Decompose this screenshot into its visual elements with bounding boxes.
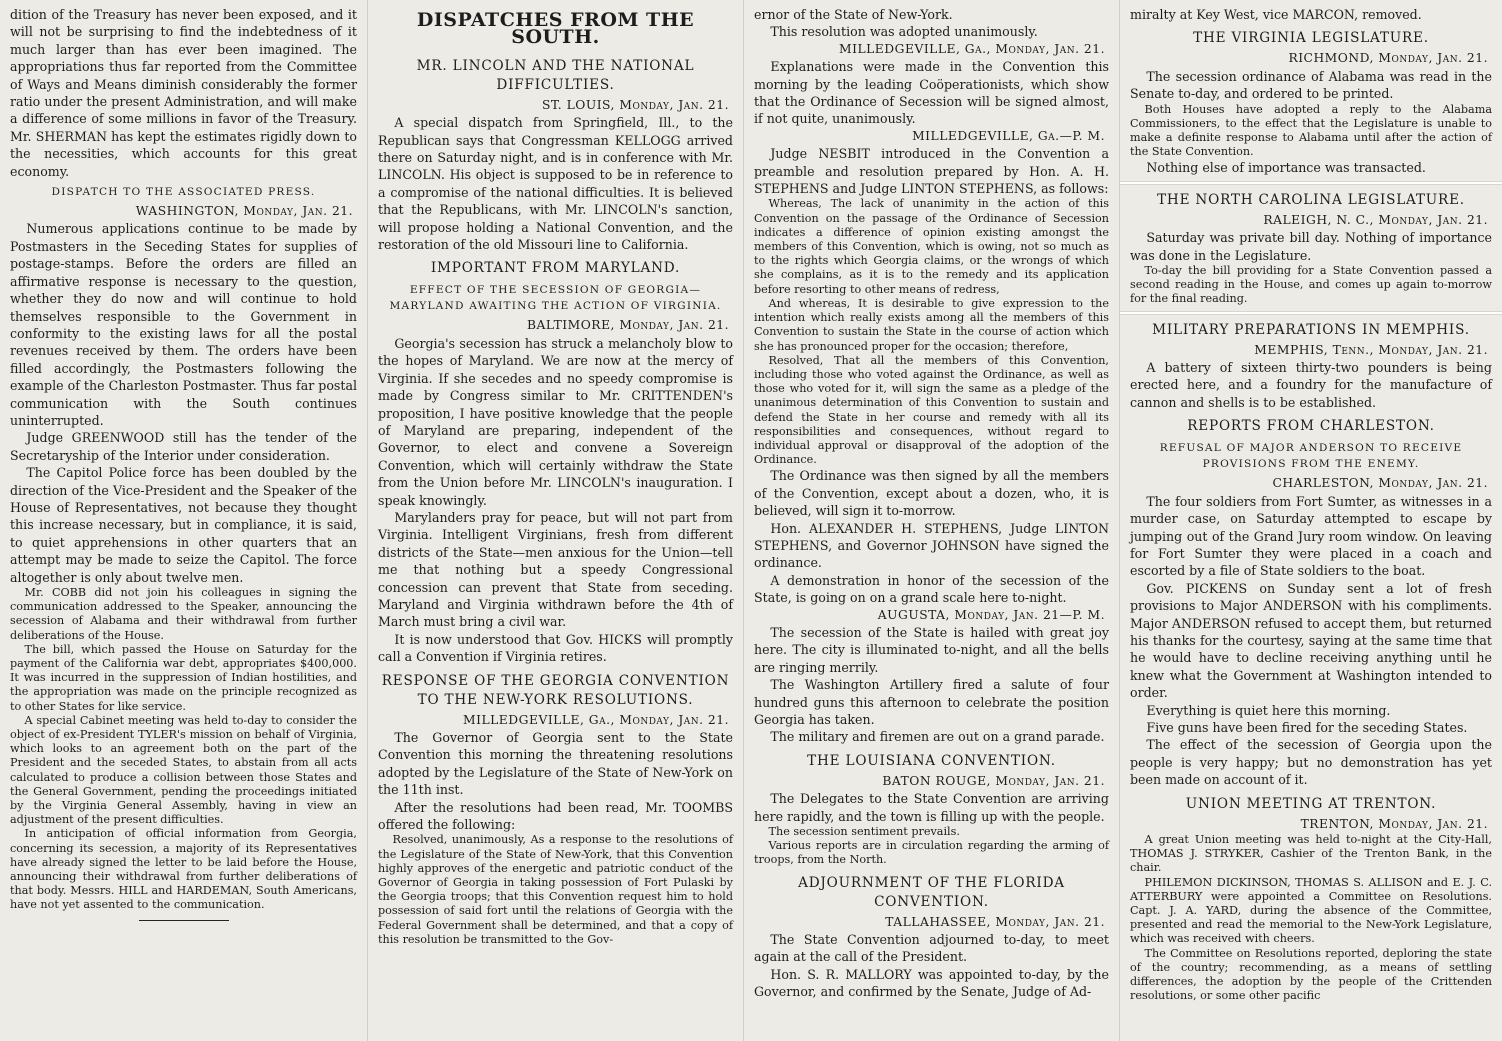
paragraph: The Delegates to the State Convention are arriving here rapidly, and the town is filling up with the people.	[754, 791, 1109, 824]
dateline: TRENTON, Monday, Jan. 21.	[1300, 816, 1488, 831]
paragraph: The four soldiers from Fort Sumter, as witnesses in a murder case, on Saturday attempted to escape by jumping out of the Grand Jury room window. On leaving for Fort Sumter they were placed in a coach and escorted by a file of State soldiers to the boat.	[1130, 493, 1492, 579]
divider-rule	[139, 920, 229, 921]
paragraph: PHILEMON DICKINSON, THOMAS S. ALLISON and E. J. C. ATTERBURY were appointed a Committee on Resolutions. Capt. J. A. YARD, during the absence of the Committee, presented and read the memorial to the New-York Legislature, which was received with cheers.	[1130, 875, 1492, 946]
paragraph: Marylanders pray for peace, but will not part from Virginia. Intelligent Virginians, fresh from different districts of the State—men anxious for the Union—tell me that nothing but a speedy Congressional concession can prevent that State from seceding. Maryland and Virginia withdrawn before the 4th of March must bring a civil war.	[378, 509, 733, 630]
dateline: AUGUSTA, Monday, Jan. 21—P. M.	[877, 607, 1105, 622]
paragraph: And whereas, It is desirable to give expression to the intention which really exists among all the members of this Convention to sustain the State in the course of action which she has pronounced proper for the occasion; therefore,	[754, 296, 1109, 353]
section-heading: MILITARY PREPARATIONS IN MEMPHIS.	[1152, 321, 1470, 338]
dateline: TALLAHASSEE, Monday, Jan. 21.	[885, 914, 1105, 929]
dateline: WASHINGTON, Monday, Jan. 21.	[135, 204, 353, 219]
paragraph: dition of the Treasury has never been exposed, and it will not be surprising to find the indebtedness of it much larger than has ever been imagined. The appropriations thus far reported from the Committee of Ways and Means diminish considerably the former ratio under the present Administration, and will make a difference of some millions in favor of the Treasury. Mr. SHERMAN has kept the estimates rigidly down to the necessities, which accounts for this great economy.	[10, 7, 357, 179]
clipping-divider	[1120, 181, 1502, 185]
paragraph: A special Cabinet meeting was held to-day to consider the object of ex-President TYLER's mission on behalf of Virginia, which looks to an agreement both on the part of the President and the seceded States, to abstain from all acts calculated to produce a collision between those States and the General Government, pending the proceedings initiated by the Virginia General Assembly, having in view an adjustment of the present difficulties.	[10, 713, 357, 827]
section-heading: UNION MEETING AT TRENTON.	[1185, 795, 1437, 812]
dateline: MILLEDGEVILLE, Ga.—P. M.	[912, 128, 1105, 143]
dateline: BALTIMORE, Monday, Jan. 21.	[527, 318, 729, 333]
clipping-divider	[1120, 311, 1502, 315]
dateline: MILLEDGEVILLE, Ga., Monday, Jan. 21.	[839, 41, 1105, 56]
paragraph: The Washington Artillery fired a salute of four hundred guns this afternoon to celebrate the position Georgia has taken.	[754, 677, 1109, 728]
paragraph: Resolved, unanimously, As a response to the resolutions of the Legislature of the State of New-York, that this Convention highly approves of the energetic and patriotic conduct of the Governor of Georgia in taking possession of Fort Pulaski by the Georgia troops; that this Convention request him to hold possession of said fort until the relations of Georgia with the Federal Government shall be determined, and that a copy of this resolution be transmitted to the Gov-	[378, 833, 733, 946]
paragraph: The secession ordinance of Alabama was read in the Senate to-day, and ordered to be printed.	[1130, 68, 1492, 102]
dateline: RALEIGH, N. C., Monday, Jan. 21.	[1263, 212, 1488, 227]
section-subheading: REFUSAL OF MAJOR ANDERSON TO RECEIVE PROVISIONS FROM THE ENEMY.	[1159, 442, 1463, 471]
dateline: RICHMOND, Monday, Jan. 21.	[1288, 51, 1488, 66]
paragraph: The State Convention adjourned to-day, to meet again at the call of the President.	[754, 932, 1109, 965]
paragraph: The bill, which passed the House on Saturday for the payment of the California war debt, appropriates $400,000. It was incurred in the suppression of Indian hostilities, and the appropriation was made on the principle recognized as to other States for like service.	[10, 642, 357, 713]
paragraph: Judge NESBIT introduced in the Convention a preamble and resolution prepared by Hon. A. H. STEPHENS and Judge LINTON STEPHENS, as follows:	[754, 146, 1109, 197]
section-heading: THE VIRGINIA LEGISLATURE.	[1193, 30, 1429, 47]
paragraph: Both Houses have adopted a reply to the Alabama Commissioners, to the effect that the Legislature is unable to make a definite response to Alabama until after the action of the State Convention.	[1130, 102, 1492, 159]
paragraph: Saturday was private bill day. Nothing of importance was done in the Legislature.	[1130, 230, 1492, 263]
paragraph: Various reports are in circulation regarding the arming of troops, from the North.	[754, 839, 1109, 867]
dateline: MEMPHIS, Tenn., Monday, Jan. 21.	[1254, 342, 1488, 357]
section-heading: THE LOUISIANA CONVENTION.	[807, 752, 1056, 769]
dateline: BATON ROUGE, Monday, Jan. 21.	[882, 773, 1105, 788]
paragraph: This resolution was adopted unanimously.	[770, 24, 1038, 40]
section-heading: IMPORTANT FROM MARYLAND.	[430, 260, 681, 277]
paragraph: The Capitol Police force has been doubled by the direction of the Vice-President and the Speaker of the House of Representatives, not because they thought this increase necessary, but in compliance, it is said, to quiet apprehensions in other quarters that an attempt may be made to seize the Capitol. The force altogether is only about twelve men.	[10, 465, 357, 585]
section-heading: REPORTS FROM CHARLESTON.	[1187, 418, 1435, 435]
paragraph: It is now understood that Gov. HICKS will promptly call a Convention if Virginia retires.	[378, 631, 733, 665]
paragraph: In anticipation of official information from Georgia, concerning its secession, a majority of its Representatives have already signed the letter to be laid before the House, announcing their withdrawal from further deliberations of that body. Messrs. HILL and HARDEMAN, South Americans, have not yet assented to the communication.	[10, 827, 357, 912]
paragraph: miralty at Key West, vice MARCON, removed.	[1130, 7, 1422, 22]
paragraph: The effect of the secession of Georgia upon the people is very happy; but no demonstration has yet been made on account of it.	[1130, 737, 1492, 788]
paragraph: Resolved, That all the members of this Convention, including those who voted against the Ordinance, as well as those who voted for it, will sign the same as a pledge of the unanimous determination of this Convention to sustain and defend the State in her course and remedy with all its responsibilities and consequences, without regard to individual approval or disapproval of the adoption of the Ordinance.	[754, 353, 1109, 467]
paragraph: To-day the bill providing for a State Convention passed a second reading in the House, and comes up again to-morrow for the final reading.	[1130, 264, 1492, 306]
paragraph: Mr. COBB did not join his colleagues in signing the communication addressed to the Speaker, announcing the secession of Alabama and their withdrawal from further deliberations of the House.	[10, 586, 357, 642]
paragraph: Five guns have been fired for the seceding States.	[1146, 719, 1468, 735]
main-headline: DISPATCHES FROM THE SOUTH.	[416, 9, 695, 49]
paragraph: Hon. S. R. MALLORY was appointed to-day, by the Governor, and confirmed by the Senate, Judge of Ad-	[754, 966, 1109, 1000]
paragraph: ernor of the State of New-York.	[754, 7, 953, 22]
dateline: MILLEDGEVILLE, Ga., Monday, Jan. 21.	[463, 712, 729, 727]
paragraph: Georgia's secession has struck a melancholy blow to the hopes of Maryland. We are now at the mercy of Virginia. If she secedes and no speedy compromise is made by Congress similar to Mr. CRITTENDEN's proposition, I have positive knowledge that the people of Maryland are preparing, independent of the Governor, to elect and convene a Sovereign Convention, which will certainly withdraw the State from the Union before Mr. LINCOLN's inauguration. I speak knowingly.	[378, 335, 733, 508]
dateline: ST. LOUIS, Monday, Jan. 21.	[541, 97, 729, 112]
paragraph: Whereas, The lack of unanimity in the action of this Convention on the passage of the Ordinance of Secession indicates a difference of opinion existing amongst the members of this Convention, which is owing, not so much as to the rights which Georgia claims, or the wrongs of which she complains, as it is to the remedy and its application before resorting to other means of redress,	[754, 197, 1109, 296]
paragraph: Everything is quiet here this morning.	[1146, 702, 1391, 718]
column-4	[1120, 0, 1502, 1041]
paragraph: The Ordinance was then signed by all the members of the Convention, except about a dozen, who, it is believed, will sign it to-morrow.	[754, 468, 1109, 519]
paragraph: A great Union meeting was held to-night at the City-Hall, THOMAS J. STRYKER, Cashier of the Trenton Bank, in the chair.	[1130, 833, 1492, 875]
paragraph: Gov. PICKENS on Sunday sent a lot of fresh provisions to Major ANDERSON with his compliments. Major ANDERSON refused to accept them, but returned his thanks for the courtesy, saying at the same time that he would have to decline receiving anything until he knew what the Government at Washington intended to order.	[1130, 580, 1492, 701]
paragraph: Hon. ALEXANDER H. STEPHENS, Judge LINTON STEPHENS, and Governor JOHNSON have signed the ordinance.	[754, 520, 1109, 571]
paragraph: The secession of the State is hailed with great joy here. The city is illuminated to-night, and all the bells are ringing merrily.	[754, 624, 1109, 675]
section-heading: RESPONSE OF THE GEORGIA CONVENTION TO THE NEW-YORK RESOLUTIONS.	[381, 672, 730, 708]
section-heading: MR. LINCOLN AND THE NATIONAL DIFFICULTIES.	[416, 57, 695, 93]
column-1	[0, 0, 368, 1041]
section-heading: DISPATCH TO THE ASSOCIATED PRESS.	[51, 186, 316, 199]
paragraph: A battery of sixteen thirty-two pounders is being erected here, and a foundry for the manufacture of cannon and shells is to be established.	[1130, 360, 1492, 410]
column-2	[368, 0, 744, 1041]
paragraph: The secession sentiment prevails.	[768, 825, 960, 839]
dateline: CHARLESTON, Monday, Jan. 21.	[1272, 476, 1488, 491]
section-heading: THE NORTH CAROLINA LEGISLATURE.	[1157, 191, 1465, 208]
paragraph: Nothing else of importance was transacted.	[1146, 160, 1426, 176]
section-heading: ADJOURNMENT OF THE FLORIDA CONVENTION.	[798, 874, 1065, 910]
column-3	[744, 0, 1120, 1041]
paragraph: The Governor of Georgia sent to the State Convention this morning the threatening resolutions adopted by the Legislature of the State of New-York on the 11th inst.	[378, 730, 733, 798]
paragraph: Judge GREENWOOD still has the tender of the Secretaryship of the Interior under consideration.	[10, 430, 357, 463]
paragraph: Explanations were made in the Convention this morning by the leading Coöperationists, which show that the Ordinance of Secession will be signed almost, if not quite, unanimously.	[754, 59, 1109, 127]
paragraph: After the resolutions had been read, Mr. TOOMBS offered the following:	[378, 799, 733, 833]
paragraph: The military and firemen are out on a grand parade.	[770, 729, 1105, 745]
paragraph: A special dispatch from Springfield, Ill., to the Republican says that Congressman KELLOGG arrived there on Saturday night, and is in conference with Mr. LINCOLN. His object is supposed to be in reference to a compromise of the national difficulties. It is believed that the Republicans, with Mr. LINCOLN's sanction, will propose holding a National Convention, and the restoration of the old Missouri line to California.	[378, 115, 733, 253]
section-subheading: EFFECT OF THE SECESSION OF GEORGIA—MARYLAND AWAITING THE ACTION OF VIRGINIA.	[389, 284, 722, 313]
paragraph: Numerous applications continue to be made by Postmasters in the Seceding States for supplies of postage-stamps. Before the orders are filled an affirmative response is necessary to the question, whether they do now and will continue to hold themselves responsible to the Government in conformity to the existing laws for all the postal revenues received by them. The orders have been filled accordingly, the Postmasters following the example of the Charleston Postmaster. Thus far postal communication with the South continues uninterrupted.	[10, 221, 357, 428]
paragraph: A demonstration in honor of the secession of the State, is going on on a grand scale here to-night.	[754, 572, 1109, 606]
paragraph: The Committee on Resolutions reported, deploring the state of the country; recommending, as a means of settling differences, the adoption by the people of the Crittenden resolutions, or some other pacific	[1130, 946, 1492, 1003]
